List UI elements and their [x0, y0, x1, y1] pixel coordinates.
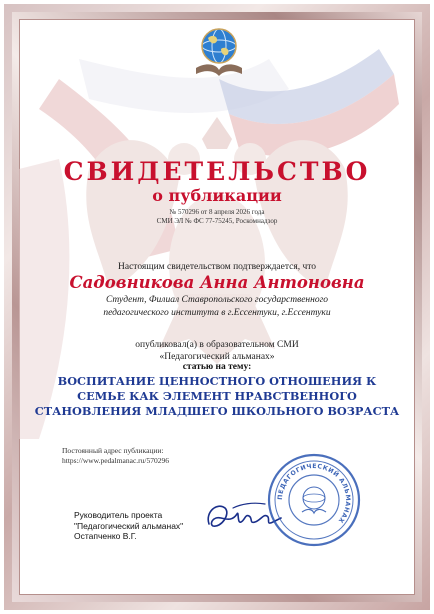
signer-project: "Педагогический альманах" — [74, 520, 184, 531]
certificate-title: СВИДЕТЕЛЬСТВО — [63, 157, 371, 186]
seal-text: ПЕДАГОГИЧЕСКИЙ АЛЬМАНАХ — [276, 462, 352, 525]
recipient-role — [0, 294, 434, 320]
certificate-subtitle: о публикации — [152, 186, 282, 205]
signer-block — [74, 510, 183, 542]
address-label: Постоянный адрес публикации: — [62, 446, 164, 455]
theme-label: статью на тему: — [182, 362, 252, 372]
publication-info — [0, 339, 434, 363]
theme-line: ВОСПИТАНИЕ ЦЕННОСТНОГО ОТНОШЕНИЯ К — [57, 374, 377, 388]
signer-title: Руководитель проекта — [74, 510, 163, 520]
theme-line: СЕМЬЕ КАК ЭЛЕМЕНТ НРАВСТВЕННОГО — [77, 389, 357, 403]
recipient-name: Садовникова Анна Антоновна — [69, 273, 365, 292]
registration-number: № 570296 от 8 апреля 2026 года — [169, 208, 265, 216]
publication-address — [62, 446, 169, 466]
theme-line: СТАНОВЛЕНИЯ МЛАДШЕГО ШКОЛЬНОГО ВОЗРАСТА — [34, 404, 400, 418]
published-in-line: опубликовал(а) в образовательном СМИ — [135, 340, 299, 350]
role-line: Студент, Филиал Ставропольского государственного — [105, 295, 329, 305]
journal-name: «Педагогический альманах» — [159, 352, 275, 362]
role-line: педагогического института в г.Ессентуки, г.Ессентуки — [103, 308, 331, 318]
media-registration: СМИ ЭЛ № ФС 77-75245, Роскомнадзор — [156, 217, 278, 225]
globe-book-logo-icon — [190, 22, 248, 80]
signer-name: Остапченко В.Г. — [74, 531, 137, 541]
article-theme — [0, 374, 434, 419]
address-url: https://www.pedalmanac.ru/570296 — [62, 456, 169, 465]
confirmation-text: Настоящим свидетельством подтверждается, что — [118, 262, 316, 272]
round-seal-stamp — [266, 452, 362, 548]
